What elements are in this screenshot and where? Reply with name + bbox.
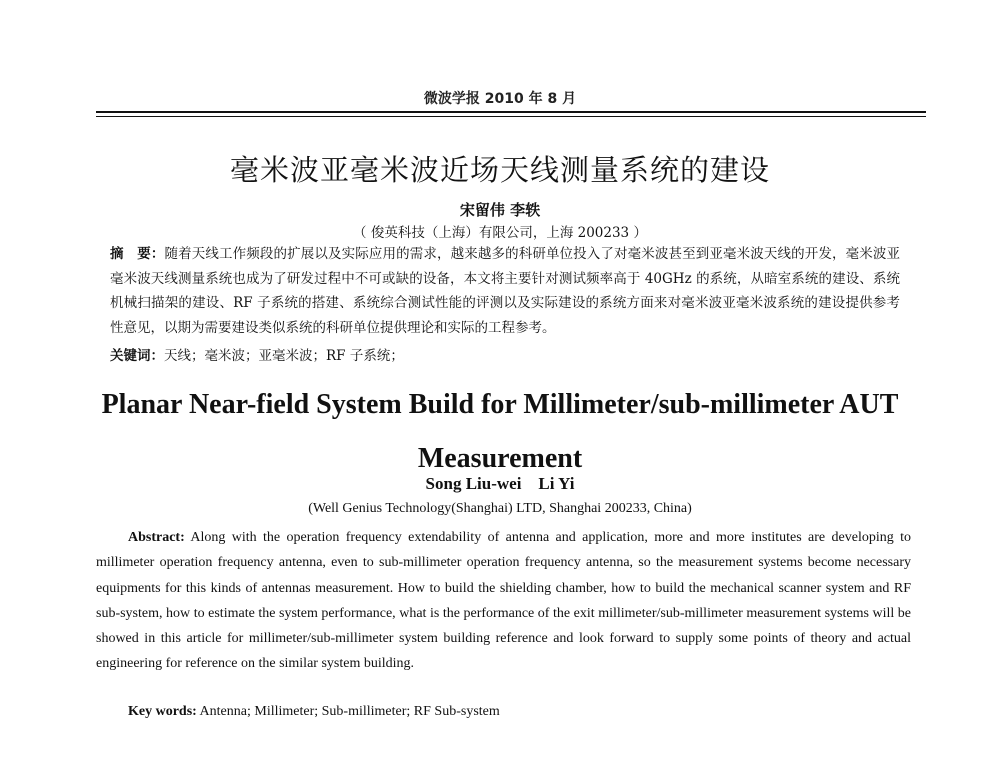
english-authors: Song Liu-wei Li Yi [425, 474, 575, 493]
journal-header: 微波学报 2010 年 8 月 [423, 91, 577, 107]
english-keywords [128, 704, 908, 720]
english-affiliation: (Well Genius Technology(Shanghai) LTD, Shanghai 200233, China) [308, 501, 692, 516]
english-title-line1: Planar Near-field System Build for Millimeter/sub-millimeter AUT [101, 389, 899, 420]
chinese-abstract [110, 242, 900, 340]
english-abstract-label: Abstract: [128, 530, 185, 545]
chinese-keywords [110, 344, 900, 364]
english-keywords-text: Antenna; Millimeter; Sub-millimeter; RF Sub-system [196, 704, 500, 719]
chinese-abstract-text: 随着天线工作频段的扩展以及实际应用的需求，越来越多的科研单位投入了对毫米波甚至到亚毫米波天线的开发，毫米波亚毫米波天线测量系统也成为了研发过程中不可或缺的设备，本文将主要针对测试频率高于 40GHz 的系统，从暗室系统的建设、系统机械扫描架的建设、RF 子系统的搭建、系统综合测试性能的评测以及实际建设的系统方面来对毫米波亚毫米波系统的建设提供参考性意见，以期为需要建设类似系统的科研单位提供理论和实际的工程参考。 [110, 246, 901, 336]
english-abstract [96, 525, 911, 677]
header-rule-thin [96, 116, 926, 117]
header-rule-thick [96, 111, 926, 113]
english-abstract-text: Along with the operation frequency extendability of antenna and application, more and more institutes are developing to millimeter operation frequency antenna, even to sub-millimeter operation frequency antenna, so the measurement systems become necessary equipments for this kinds of antennas measurement. How to build the shielding chamber, how to build the mechanical scanner system and RF sub-system, how to estimate the system performance, what is the performance of the exit millimeter/sub-millimeter measurement systems will be showed in this article for millimeter/sub-millimeter system building reference and look forward to supply some points of theory and actual engineering for reference on the similar system building. [96, 530, 911, 672]
chinese-abstract-label: 摘 要： [110, 246, 165, 262]
chinese-keywords-label: 关键词： [110, 348, 164, 364]
english-title-line2: Measurement [417, 443, 583, 474]
chinese-keywords-text: 天线；毫米波；亚毫米波；RF 子系统； [164, 348, 404, 364]
chinese-title: 毫米波亚毫米波近场天线测量系统的建设 [229, 153, 770, 187]
chinese-affiliation: （ 俊英科技（上海）有限公司，上海 200233 ） [353, 225, 647, 241]
english-keywords-label: Key words: [128, 704, 197, 719]
english-title [0, 378, 1000, 486]
chinese-authors: 宋留伟 李轶 [459, 201, 541, 219]
